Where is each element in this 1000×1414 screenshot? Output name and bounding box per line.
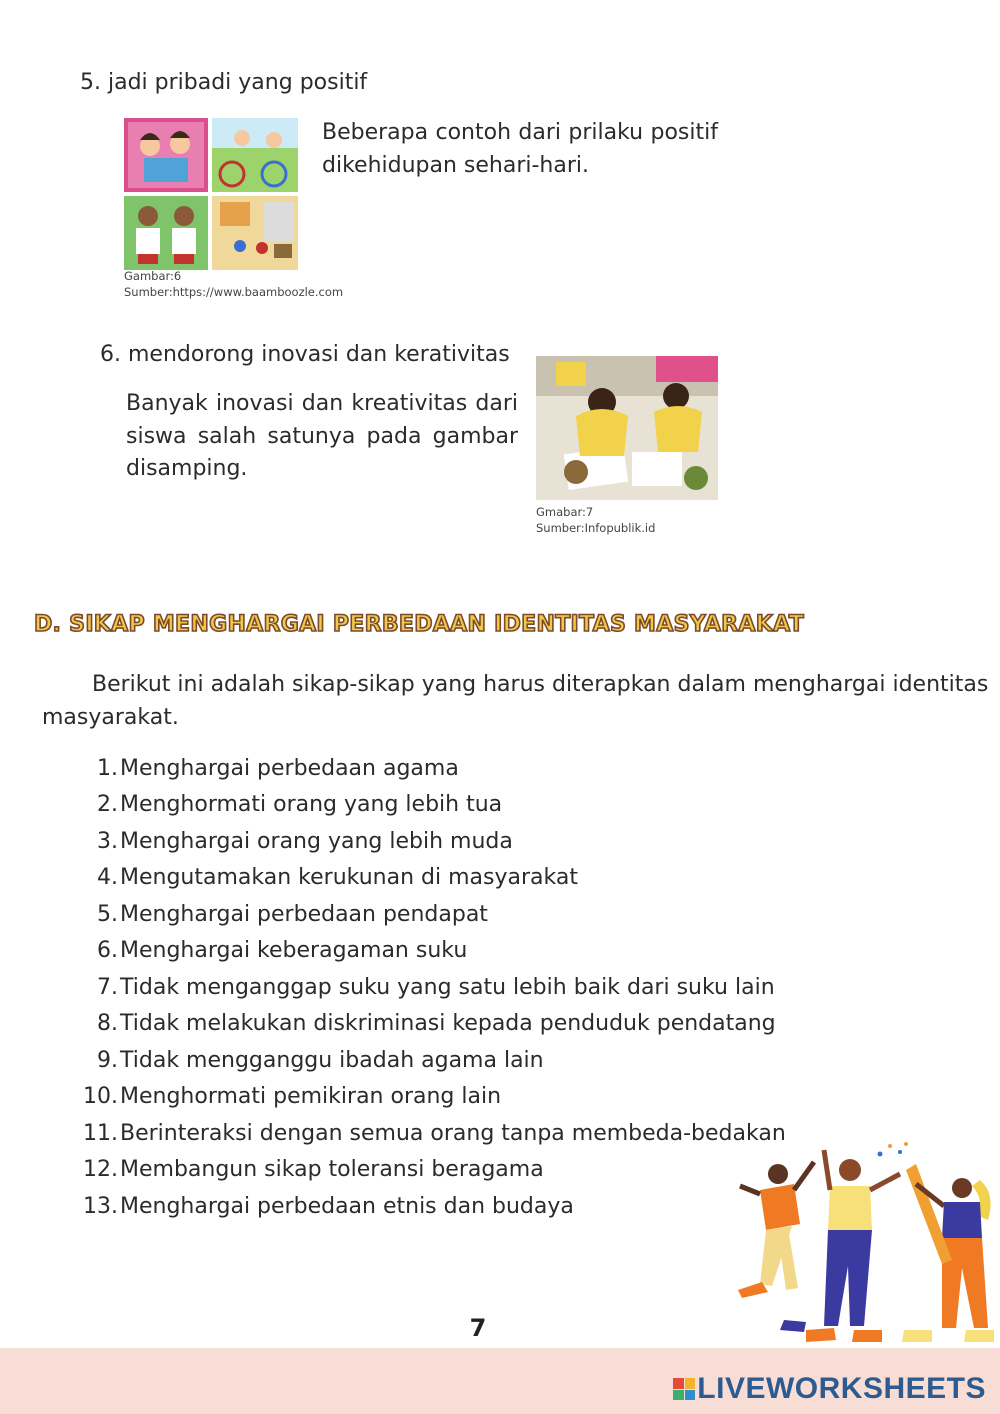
list-item-text: Tidak melakukan diskriminasi kepada penduduk pendatang — [120, 1011, 776, 1037]
figure-6-source: Sumber:https://www.baamboozle.com — [124, 285, 344, 299]
list-item — [80, 1079, 786, 1116]
list-item — [80, 1188, 786, 1225]
section-d-title: D. SIKAP MENGHARGAI PERBEDAAN IDENTITAS MASYARAKAT — [34, 612, 805, 637]
attitude-list — [80, 750, 786, 1225]
list-item-number: 3. — [97, 828, 118, 854]
list-item-number: 5. — [97, 901, 118, 927]
list-item — [80, 896, 786, 933]
section-6-heading: 6. mendorong inovasi dan kerativitas — [100, 342, 510, 367]
list-item-number: 13. — [83, 1193, 118, 1219]
liveworksheets-icon — [673, 1378, 695, 1400]
list-item-text: Menghargai keberagaman suku — [120, 938, 468, 964]
list-item-text: Menghargai perbedaan pendapat — [120, 901, 488, 927]
list-item — [80, 933, 786, 970]
list-item-number: 6. — [97, 938, 118, 964]
list-item-text: Membangun sikap toleransi beragama — [120, 1157, 544, 1183]
list-item — [80, 787, 786, 824]
figure-6-caption — [124, 268, 343, 300]
section-5-paragraph: Beberapa contoh dari prilaku positif dikehidupan sehari-hari. — [322, 120, 718, 178]
list-item-number: 1. — [97, 755, 118, 781]
list-item-text: Menghargai orang yang lebih muda — [120, 828, 513, 854]
section-5-heading: 5. jadi pribadi yang positif — [80, 70, 368, 95]
figure-7-caption — [536, 504, 655, 536]
list-item — [80, 823, 786, 860]
section-d-intro: Berikut ini adalah sikap-sikap yang harus diterapkan dalam menghargai identitas masyarakat. — [42, 672, 989, 730]
positive-behavior-illustration — [124, 118, 298, 270]
list-item-number: 4. — [97, 865, 118, 891]
list-item-text: Menghargai perbedaan etnis dan budaya — [120, 1193, 574, 1219]
list-item-text: Menghormati orang yang lebih tua — [120, 792, 503, 818]
list-item — [80, 1042, 786, 1079]
figure-7-source: Sumber:Infopublik.id — [536, 521, 656, 535]
list-item — [80, 860, 786, 897]
page-number: 7 — [469, 1314, 487, 1342]
list-item-number: 2. — [97, 792, 118, 818]
list-item — [80, 1115, 786, 1152]
list-item-number: 9. — [97, 1047, 118, 1073]
list-item-text: Menghargai perbedaan agama — [120, 755, 459, 781]
list-item-number: 10. — [83, 1084, 118, 1110]
figure-7-label: Gmabar:7 — [536, 505, 594, 519]
list-item-text: Berinteraksi dengan semua orang tanpa membeda-bedakan — [120, 1120, 786, 1146]
list-item — [80, 1006, 786, 1043]
section-6-paragraph: Banyak inovasi dan kreativitas dari siswa salah satunya pada gambar disamping. — [126, 391, 518, 481]
list-item-text: Mengutamakan kerukunan di masyarakat — [120, 865, 578, 891]
list-item-text: Tidak mengganggu ibadah agama lain — [120, 1047, 544, 1073]
students-creativity-photo — [536, 356, 718, 500]
list-item-number: 12. — [83, 1157, 118, 1183]
list-item-text: Menghormati pemikiran orang lain — [120, 1084, 502, 1110]
list-item-number: 8. — [97, 1011, 118, 1037]
list-item-number: 11. — [83, 1120, 118, 1146]
brand-name: LIVEWORKSHEETS — [697, 1372, 986, 1405]
list-item — [80, 1152, 786, 1189]
list-item — [80, 750, 786, 787]
list-item-text: Tidak menganggap suku yang satu lebih baik dari suku lain — [120, 974, 775, 1000]
figure-6-label: Gambar:6 — [124, 269, 182, 283]
liveworksheets-logo[interactable] — [673, 1372, 986, 1406]
list-item — [80, 969, 786, 1006]
list-item-number: 7. — [97, 974, 118, 1000]
